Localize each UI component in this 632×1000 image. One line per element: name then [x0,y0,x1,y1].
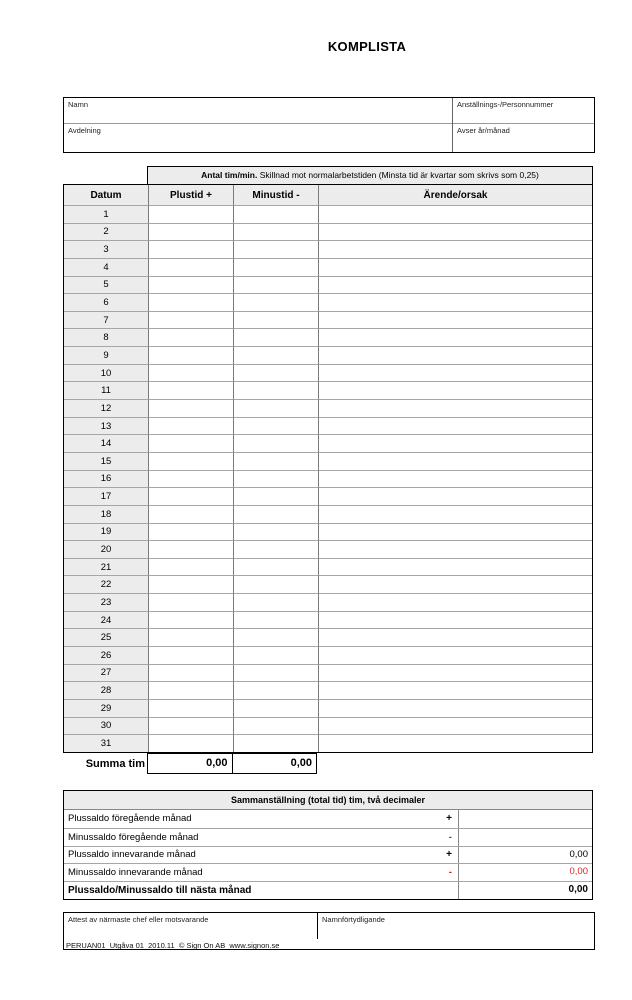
plustid-cell[interactable] [148,311,233,329]
summary-row-label: Plussaldo/Minussaldo till nästa månad [68,885,252,897]
summary-row [64,810,592,828]
minustid-cell[interactable] [233,681,318,699]
minustid-cell[interactable] [233,240,318,258]
summary-row [64,881,592,899]
department-label: Avdelning [68,126,101,135]
minustid-cell[interactable] [233,399,318,417]
table-merged-header [147,166,593,184]
arende-cell[interactable] [318,293,592,311]
summary-row-label-cell [64,847,458,864]
datum-cell: 16 [64,470,148,488]
summary-row-label-cell [64,864,458,881]
datum-cell: 18 [64,505,148,523]
name-label: Namn [68,100,89,109]
summary-row-label-cell [64,829,458,846]
arende-cell[interactable] [318,417,592,435]
datum-cell: 30 [64,717,148,735]
minustid-cell[interactable] [233,734,318,752]
plustid-cell[interactable] [148,223,233,241]
minustid-cell[interactable] [233,575,318,593]
datum-cell: 14 [64,434,148,452]
summary-row-label: Minussaldo innevarande månad [68,867,203,879]
datum-cell: 13 [64,417,148,435]
summary-row-value[interactable]: 0,00 [458,864,592,881]
arende-cell[interactable] [318,346,592,364]
plustid-cell[interactable] [148,276,233,294]
datum-cell: 28 [64,681,148,699]
attestation-box [63,912,595,950]
plustid-cell[interactable] [148,664,233,682]
plustid-cell[interactable] [148,575,233,593]
datum-cell: 15 [64,452,148,470]
summary-row [64,863,592,881]
arende-cell[interactable] [318,523,592,541]
arende-cell[interactable] [318,311,592,329]
arende-cell[interactable] [318,205,592,223]
arende-cell[interactable] [318,223,592,241]
datum-cell: 17 [64,487,148,505]
plustid-cell[interactable] [148,540,233,558]
page-title: KOMPLISTA [327,39,407,54]
datum-cell: 26 [64,646,148,664]
column-header-3: Ärende/orsak [318,185,592,205]
datum-cell: 7 [64,311,148,329]
arende-cell[interactable] [318,505,592,523]
datum-cell: 6 [64,293,148,311]
summary-box [63,790,593,900]
minustid-cell[interactable] [233,470,318,488]
plustid-cell[interactable] [148,434,233,452]
summary-row-value[interactable] [458,810,592,828]
summary-row-sign: + [446,813,452,825]
plustid-cell[interactable] [148,593,233,611]
datum-cell: 20 [64,540,148,558]
arende-cell[interactable] [318,434,592,452]
summary-row-value[interactable]: 0,00 [458,882,592,899]
plustid-cell[interactable] [148,611,233,629]
minustid-cell[interactable] [233,258,318,276]
arende-cell[interactable] [318,646,592,664]
arende-cell[interactable] [318,328,592,346]
minustid-cell[interactable] [233,311,318,329]
datum-cell: 31 [64,734,148,752]
plustid-cell[interactable] [148,417,233,435]
plustid-cell[interactable] [148,505,233,523]
datum-cell: 12 [64,399,148,417]
summary-rows [64,810,592,899]
minustid-cell[interactable] [233,611,318,629]
minustid-cell[interactable] [233,487,318,505]
plustid-cell[interactable] [148,381,233,399]
summary-row [64,828,592,846]
plustid-cell[interactable] [148,734,233,752]
datum-cell: 22 [64,575,148,593]
column-header-2: Minustid - [233,185,318,205]
plustid-cell[interactable] [148,258,233,276]
summary-row-label: Minussaldo föregående månad [68,831,199,843]
plustid-cell[interactable] [148,452,233,470]
summary-row-value[interactable] [458,829,592,846]
department-field[interactable] [64,124,452,153]
minustid-cell[interactable] [233,293,318,311]
period-field[interactable] [453,124,595,153]
arende-cell[interactable] [318,734,592,752]
arende-cell[interactable] [318,628,592,646]
datum-cell: 29 [64,699,148,717]
datum-cell: 21 [64,558,148,576]
column-header-0: Datum [64,185,148,205]
arende-cell[interactable] [318,558,592,576]
period-label: Avser år/månad [457,126,510,135]
plustid-cell[interactable] [148,523,233,541]
arende-cell[interactable] [318,399,592,417]
plustid-cell[interactable] [148,205,233,223]
plustid-cell[interactable] [148,328,233,346]
arende-cell[interactable] [318,611,592,629]
plustid-cell[interactable] [148,364,233,382]
arende-cell[interactable] [318,664,592,682]
datum-cell: 9 [64,346,148,364]
name-clarification-field[interactable] [318,913,596,939]
summary-row-label-cell [64,882,458,899]
arende-cell[interactable] [318,487,592,505]
minustid-cell[interactable] [233,452,318,470]
summary-row-value[interactable]: 0,00 [458,847,592,864]
plustid-cell[interactable] [148,699,233,717]
arende-cell[interactable] [318,364,592,382]
arende-cell[interactable] [318,452,592,470]
plustid-cell[interactable] [148,646,233,664]
plustid-cell[interactable] [148,628,233,646]
summary-row-label: Plussaldo innevarande månad [68,849,196,861]
summary-row [64,846,592,864]
header-fields-box [63,97,595,153]
summa-cells [147,753,317,774]
datum-cell: 27 [64,664,148,682]
form-id-footer: PERUAN01 Utgåva 01 2010.11 © Sign On AB www.signon.se [66,941,280,950]
minustid-cell[interactable] [233,717,318,735]
summary-header: Sammanställning (total tid) tim, två decimaler [64,791,592,810]
plustid-cell[interactable] [148,399,233,417]
arende-cell[interactable] [318,717,592,735]
minustid-cell[interactable] [233,628,318,646]
summary-row-sign: + [446,849,452,861]
datum-cell: 24 [64,611,148,629]
minustid-cell[interactable] [233,346,318,364]
arende-cell[interactable] [318,681,592,699]
minustid-cell[interactable] [233,593,318,611]
summa-plustid-value: 0,00 [148,754,233,773]
minustid-cell[interactable] [233,646,318,664]
plustid-cell[interactable] [148,240,233,258]
minustid-cell[interactable] [233,364,318,382]
minustid-cell[interactable] [233,205,318,223]
attestation-signature-field[interactable] [64,913,317,939]
summary-row-sign: - [448,831,452,843]
minustid-cell[interactable] [233,664,318,682]
minustid-cell[interactable] [233,417,318,435]
attestation-right-label: Namnförtydligande [322,915,385,924]
datum-cell: 25 [64,628,148,646]
plustid-cell[interactable] [148,293,233,311]
arende-cell[interactable] [318,258,592,276]
plustid-cell[interactable] [148,681,233,699]
name-field[interactable] [64,98,452,123]
employment-number-field[interactable] [453,98,595,123]
datum-cell: 19 [64,523,148,541]
datum-cell: 1 [64,205,148,223]
summa-minustid-value: 0,00 [290,757,312,769]
minustid-cell[interactable] [233,699,318,717]
plustid-cell[interactable] [148,346,233,364]
plustid-cell[interactable] [148,487,233,505]
minustid-cell[interactable] [233,523,318,541]
datum-cell: 23 [64,593,148,611]
minustid-cell[interactable] [233,434,318,452]
arende-cell[interactable] [318,276,592,294]
minustid-cell[interactable] [233,381,318,399]
minustid-cell[interactable] [233,276,318,294]
datum-cell: 11 [64,381,148,399]
minustid-cell[interactable] [233,558,318,576]
column-header-1: Plustid + [148,185,233,205]
employment-number-label: Anställnings-/Personnummer [457,100,554,109]
attestation-left-label: Attest av närmaste chef eller motsvarande [68,915,209,924]
datum-cell: 8 [64,328,148,346]
plustid-cell[interactable] [148,558,233,576]
arende-cell[interactable] [318,593,592,611]
minustid-cell[interactable] [233,328,318,346]
arende-cell[interactable] [318,381,592,399]
arende-cell[interactable] [318,699,592,717]
minustid-cell[interactable] [233,223,318,241]
merged-header-text: Skillnad mot normalarbetstiden (Minsta tid är kvartar som skrivs som 0,25) [257,170,539,180]
merged-header-bold: Antal tim/min. [201,170,258,180]
day-table [63,184,593,753]
summary-row-sign: - [448,867,452,879]
arende-cell[interactable] [318,470,592,488]
datum-cell: 4 [64,258,148,276]
datum-cell: 2 [64,223,148,241]
summa-label: Summa tim [85,758,145,770]
datum-cell: 10 [64,364,148,382]
minustid-cell[interactable] [233,505,318,523]
arende-cell[interactable] [318,240,592,258]
datum-cell: 5 [64,276,148,294]
arende-cell[interactable] [318,575,592,593]
arende-cell[interactable] [318,540,592,558]
summary-row-label-cell [64,810,458,828]
plustid-cell[interactable] [148,717,233,735]
plustid-cell[interactable] [148,470,233,488]
datum-cell: 3 [64,240,148,258]
summary-row-label: Plussaldo föregående månad [68,813,192,825]
minustid-cell[interactable] [233,540,318,558]
